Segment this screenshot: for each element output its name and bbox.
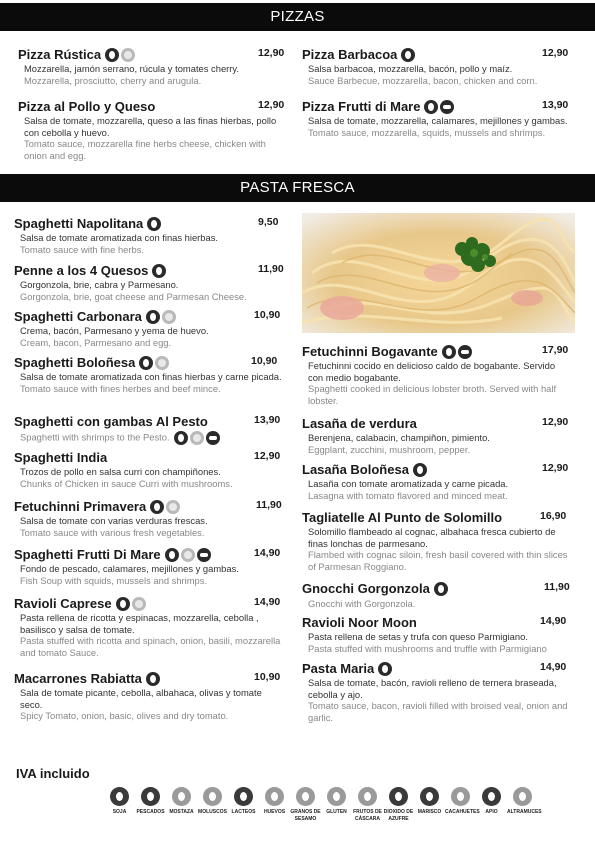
item-desc-es: Solomillo flambeado al cognac, albahaca fresca cubierto de finas lonchas de parmesano.: [308, 526, 556, 549]
allergen-gluten: [321, 787, 352, 822]
allergen-label: LACTEOS: [231, 809, 256, 815]
allergen-pescados: [135, 787, 166, 822]
allergen-label: SOJA: [112, 809, 127, 815]
item-desc-es: Salsa de tomate, mozzarella, calamares, mejillones y gambas.: [308, 115, 568, 126]
peanut-icon: [451, 787, 470, 806]
allergen-huevos: [259, 787, 290, 822]
pescado-icon: [440, 100, 454, 114]
item-desc-es: Pasta rellena de ricotta y espinacas, mozzarella, cebolla , basilisco y salsa de tomate.: [20, 612, 259, 635]
gluten-icon: [190, 431, 204, 445]
allergen-soja: [104, 787, 135, 822]
item-desc-en: Spicy Tomato, onion, basic, olives and dry tomato.: [20, 710, 229, 721]
allergen-dioxido-azufre: [383, 787, 414, 822]
item-desc-en: Spaghetti cooked in delicious lobster broth. Served with half lobster.: [308, 383, 557, 406]
menu-item: [302, 461, 568, 501]
item-name: Spaghetti India: [14, 450, 108, 465]
allergen-apio: [476, 787, 507, 822]
menu-item: [14, 670, 284, 722]
item-desc-en: Lasagna with tomato flavored and minced meat.: [308, 489, 508, 501]
item-desc-es: Fondo de pescado, calamares, mejillones y gambas.: [20, 563, 239, 574]
allergen-label: PESCADOS: [136, 809, 165, 815]
item-name: Spaghetti Boloñesa: [14, 355, 136, 371]
allergen-altramuces: [507, 787, 542, 822]
menu-item: [14, 546, 284, 586]
item-price: 14,90: [254, 547, 281, 559]
lacteos-icon: [139, 356, 153, 370]
lacteos-icon: [401, 48, 415, 62]
section-title-pizzas: PIZZAS: [270, 8, 325, 25]
menu-item: [14, 215, 284, 255]
menu-item: [302, 46, 568, 86]
sulphite-icon: [389, 787, 408, 806]
mustard-icon: [172, 787, 191, 806]
allergen-label: CACAHUETES: [445, 809, 480, 815]
menu-item: [302, 614, 568, 654]
menu-item: [18, 98, 290, 161]
item-price: 9,50: [258, 216, 279, 228]
item-price: 13,90: [254, 414, 281, 426]
item-desc-en: Chunks of Chicken in sauce Curri with mushrooms.: [20, 477, 233, 489]
item-name: Lasaña de verdura: [302, 416, 417, 431]
allergen-label: MARISCO: [417, 809, 442, 815]
menu-item: [302, 98, 568, 138]
allergen-sesamo: [290, 787, 321, 822]
allergen-label: GLUTEN: [326, 809, 347, 815]
item-name: Pizza Frutti di Mare: [302, 99, 421, 115]
iva-note: IVA incluido: [16, 766, 90, 781]
item-desc-en: Fish Soup with squids, mussels and shrimps.: [20, 574, 208, 586]
pasta-photo: [302, 213, 575, 333]
item-price: 12,90: [542, 47, 569, 59]
menu-item: [302, 580, 568, 610]
egg-icon: [265, 787, 284, 806]
item-name: Tagliatelle Al Punto de Solomillo: [302, 510, 503, 525]
item-desc-es: Salsa de tomate con varias verduras frescas.: [20, 515, 208, 526]
item-name: Spaghetti con gambas Al Pesto: [14, 414, 208, 429]
item-desc-en: Gnocchi with Gorgonzola.: [308, 598, 416, 609]
item-desc-es: Salsa de tomate aromatizada con finas hierbas y carne picada.: [20, 371, 282, 382]
allergen-label: ALTRAMUCES: [507, 809, 542, 815]
lacteos-icon: [147, 217, 161, 231]
item-price: 13,90: [542, 99, 569, 111]
item-desc-es: Trozos de pollo en salsa curri con champiñones.: [20, 466, 221, 477]
allergen-label: MOSTAZA: [169, 809, 194, 815]
item-price: 11,90: [256, 499, 282, 511]
item-desc-en: Tomato sauce, mozzarella fine herbs cheese, chicken with onion and egg.: [24, 138, 266, 161]
item-desc-en: Pasta stuffed with mushrooms and truffle with Parmigiano: [308, 642, 547, 654]
lacteos-icon: [116, 597, 130, 611]
item-desc-en: Gorgonzola, brie, goat cheese and Parmesan Cheese.: [20, 290, 247, 302]
item-desc-es: Salsa de tomate, bacón, ravioli relleno de ternera braseada, cebolla y ajo.: [308, 677, 557, 700]
allergen-label: GRANOS DE SESAMO: [290, 809, 321, 822]
item-price: 14,90: [540, 661, 567, 673]
item-desc-en: Tomato sauce with fine herbs.: [20, 243, 145, 255]
item-price: 12,90: [254, 450, 281, 462]
item-desc-en: Sauce Barbecue, mozzarella, bacon, chicken and corn.: [308, 74, 538, 86]
item-name: Pizza Rústica: [18, 47, 102, 63]
pizzas-banner: [0, 3, 595, 31]
menu-item: [302, 509, 568, 572]
soja-icon: [110, 787, 129, 806]
item-name: Spaghetti Napolitana: [14, 216, 144, 232]
sesame-icon: [296, 787, 315, 806]
crab-icon: [420, 787, 439, 806]
item-desc-es: Mozzarella, jamón serrano, rúcula y tomates cherry.: [24, 63, 240, 74]
item-desc-en: Eggplant, zucchini, mushroom, pepper.: [308, 443, 471, 455]
item-desc-en: Tomato sauce with fines herbes and beef mince.: [20, 382, 221, 394]
fish-icon: [141, 787, 160, 806]
menu-item: [14, 354, 284, 394]
item-price: 10,90: [254, 671, 281, 683]
carbonara-dish-image: [302, 213, 575, 333]
lacteos-icon: [165, 548, 179, 562]
allergen-mostaza: [166, 787, 197, 822]
item-name: Ravioli Noor Moon: [302, 615, 417, 630]
item-desc-es: Salsa barbacoa, mozzarella, bacón, pollo y maíz.: [308, 63, 513, 74]
item-price: 11,90: [544, 581, 570, 593]
allergen-label: FRUTOS DE CÁSCARA: [353, 809, 382, 822]
gluten-icon: [121, 48, 135, 62]
item-desc-en: [20, 431, 284, 445]
lacteos-icon: [150, 500, 164, 514]
item-desc-en: Tomato sauce with various fresh vegetables.: [20, 526, 205, 538]
menu-item: [302, 343, 568, 406]
lacteos-icon: [434, 582, 448, 596]
item-desc-es: Fetuchinni cocido en delicioso caldo de bogabante. Servido con medio bogabante.: [308, 360, 556, 383]
lupin-icon: [513, 787, 532, 806]
item-desc-en: Tomato sauce, mozzarella, squids, mussels and shrimps.: [308, 126, 546, 138]
allergen-label: DIOXIDO DE AZUFRE: [383, 809, 414, 822]
gluten-icon: [181, 548, 195, 562]
item-name: Pasta Maria: [302, 661, 375, 677]
item-price: 11,90: [258, 263, 284, 275]
gluten-icon: [166, 500, 180, 514]
item-name: Spaghetti Frutti Di Mare: [14, 547, 161, 563]
lacteos-icon: [424, 100, 438, 114]
menu-item: [302, 415, 568, 455]
item-price: 14,90: [540, 615, 567, 627]
item-desc-en: Mozzarella, prosciutto, cherry and arugula.: [24, 74, 202, 86]
item-desc-es: Salsa de tomate, mozzarella, queso a las finas hierbas, pollo con cebolla y huevo.: [24, 115, 277, 138]
lacteos-icon: [146, 310, 160, 324]
allergen-label: MOLUSCOS: [198, 809, 227, 815]
item-desc-en: Tomato sauce, bacon, ravioli filled with broised veal, onion and garlic.: [308, 700, 568, 723]
allergen-label: APIO: [485, 809, 498, 815]
item-name: Spaghetti Carbonara: [14, 309, 142, 325]
item-desc-en-text: Spaghetti with shrimps to the Pesto.: [20, 431, 170, 443]
wheat-icon: [327, 787, 346, 806]
menu-item: [14, 449, 284, 489]
menu-item: [14, 413, 284, 445]
menu-item: [302, 660, 568, 723]
marisco-icon: [206, 431, 220, 445]
item-desc-en: Cream, bacon, Parmesano and egg.: [20, 336, 172, 348]
nut-icon: [358, 787, 377, 806]
item-price: 17,90: [542, 344, 569, 356]
menu-item: [14, 498, 284, 538]
item-desc-en: Flambed with cognac siloin, fresh basil covered with thin slices of Parmesan Roggiano.: [308, 549, 568, 572]
allergen-moluscos: [197, 787, 228, 822]
item-price: 16,90: [540, 510, 567, 522]
lacteos-icon: [378, 662, 392, 676]
gluten-icon: [132, 597, 146, 611]
item-desc-en: Pasta stuffed with ricotta and spinach, onion, basili, mozzarella and tomato Sauce.: [20, 635, 281, 658]
menu-item: [18, 46, 284, 86]
gluten-icon: [155, 356, 169, 370]
menu-item: [14, 308, 284, 348]
pasta-banner: [0, 174, 595, 202]
lacteos-icon: [146, 672, 160, 686]
item-desc-es: Pasta rellena de setas y trufa con queso Parmigiano.: [308, 631, 528, 642]
marisco-icon: [458, 345, 472, 359]
item-name: Gnocchi Gorgonzola: [302, 581, 430, 597]
item-desc-es: Sala de tomate picante, cebolla, albahaca, olivas y tomate seco.: [20, 687, 262, 710]
item-desc-es: Salsa de tomate aromatizada con finas hierbas.: [20, 232, 219, 243]
item-price: 12,90: [258, 47, 285, 59]
celery-icon: [482, 787, 501, 806]
allergen-marisco: [414, 787, 445, 822]
allergen-cacahuetes: [445, 787, 480, 822]
lacteos-icon: [174, 431, 188, 445]
menu-item: [14, 595, 284, 658]
item-price: 10,90: [254, 309, 281, 321]
item-desc-es: Gorgonzola, brie, cabra y Parmesano.: [20, 279, 179, 290]
menu-item: [14, 262, 284, 302]
item-desc-es: Crema, bacón, Parmesano y yema de huevo.: [20, 325, 209, 336]
item-desc-es: Berenjena, calabacin, champiñon, pimiento.: [308, 432, 490, 443]
lacteos-icon: [413, 463, 427, 477]
item-price: 12,90: [258, 99, 285, 111]
item-name: Macarrones Rabiatta: [14, 671, 142, 687]
marisco-icon: [197, 548, 211, 562]
item-name: Pizza al Pollo y Queso: [18, 99, 156, 114]
item-name: Lasaña Boloñesa: [302, 462, 409, 478]
item-name: Penne a los 4 Quesos: [14, 263, 149, 279]
allergen-legend: [104, 787, 542, 822]
item-price: 10,90: [251, 355, 278, 367]
allergen-label: HUEVOS: [263, 809, 286, 815]
lacteos-icon: [105, 48, 119, 62]
huevos-icon: [162, 310, 176, 324]
item-desc-es: Lasaña con tomate aromatizada y carne picada.: [308, 478, 509, 489]
item-name: Ravioli Caprese: [14, 596, 112, 612]
lacteos-icon: [442, 345, 456, 359]
item-price: 14,90: [254, 596, 281, 608]
allergen-lacteos: [228, 787, 259, 822]
milk-icon: [234, 787, 253, 806]
item-price: 12,90: [542, 416, 569, 428]
lacteos-icon: [152, 264, 166, 278]
item-price: 12,90: [542, 462, 569, 474]
shell-icon: [203, 787, 222, 806]
item-name: Fetuchinni Primavera: [14, 499, 147, 515]
item-name: Pizza Barbacoa: [302, 47, 398, 63]
allergen-frutos-cascara: [352, 787, 383, 822]
section-title-pasta: PASTA FRESCA: [240, 179, 355, 196]
item-name: Fetuchinni Bogavante: [302, 344, 438, 360]
